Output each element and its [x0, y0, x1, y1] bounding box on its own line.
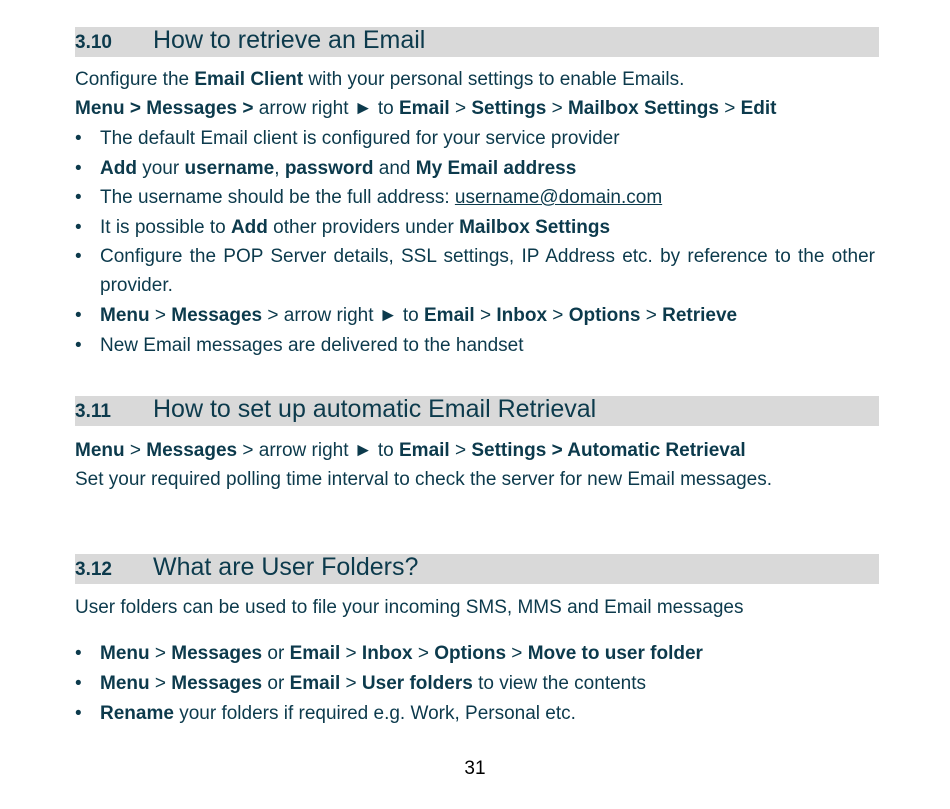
bullet-icon: • — [75, 158, 82, 179]
bullet-icon: • — [75, 128, 82, 149]
section-heading-3-10 — [75, 27, 879, 57]
bullet-icon: • — [75, 217, 82, 238]
bullet-icon: • — [75, 703, 82, 724]
email-link[interactable]: username@domain.com — [454, 187, 663, 208]
menu-path: Menu > Messages > arrow right ► to Email > Settings > Automatic Retrieval — [75, 440, 746, 461]
section-heading-3-11 — [75, 396, 879, 426]
bullet-icon: • — [75, 187, 82, 208]
intro-paragraph: Configure the Email Client with your personal settings to enable Emails. — [75, 69, 685, 90]
section-heading-3-12 — [75, 554, 879, 584]
bullet-icon: • — [75, 335, 82, 356]
section-number: 3.11 — [75, 401, 111, 422]
section-number: 3.10 — [75, 32, 112, 53]
intro-paragraph: User folders can be used to file your incoming SMS, MMS and Email messages — [75, 597, 744, 618]
section-number: 3.12 — [75, 559, 112, 580]
section-title: What are User Folders? — [153, 553, 419, 581]
bullet-icon: • — [75, 305, 82, 326]
section-title: How to retrieve an Email — [153, 26, 426, 54]
section-title: How to set up automatic Email Retrieval — [153, 395, 597, 423]
menu-path: Menu > Messages > arrow right ► to Email > Settings > Mailbox Settings > Edit — [75, 98, 777, 119]
bullet-icon: • — [75, 673, 82, 694]
body-paragraph: Set your required polling time interval to check the server for new Email messages. — [75, 469, 772, 490]
page-number: 31 — [464, 758, 486, 779]
bullet-icon: • — [75, 246, 82, 267]
bullet-icon: • — [75, 643, 82, 664]
